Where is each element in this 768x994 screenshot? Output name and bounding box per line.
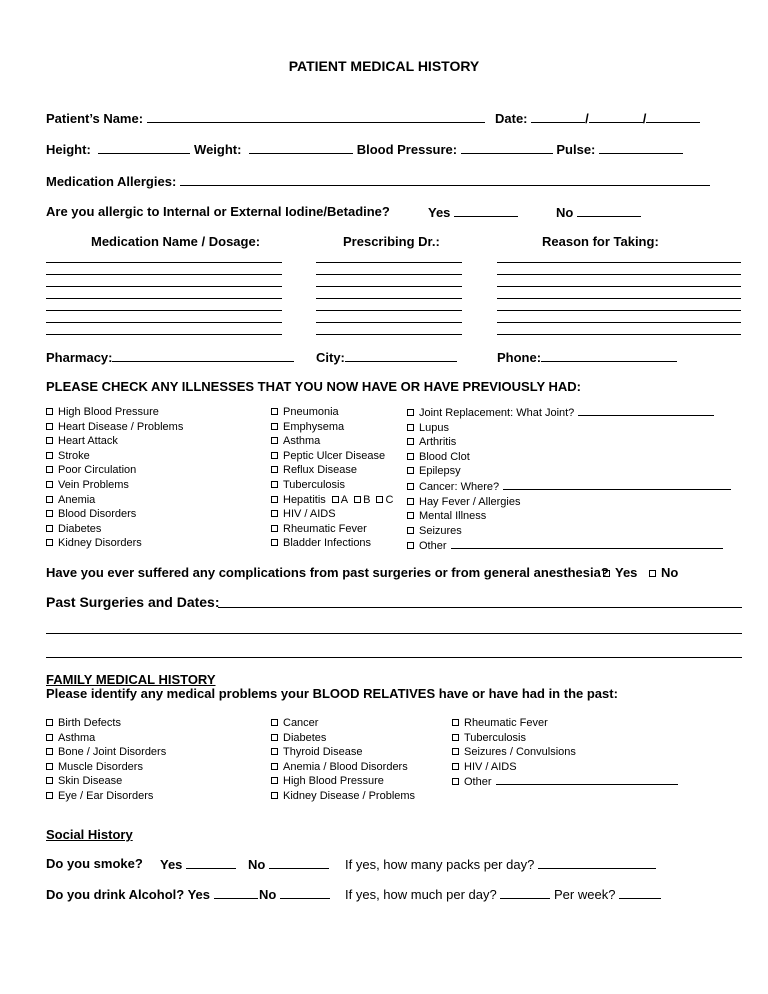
complications-no-option[interactable] [649, 565, 678, 580]
checklist-item-label: Seizures / Convulsions [464, 746, 576, 759]
checkbox[interactable] [271, 496, 278, 503]
checklist-item-label: Cancer [283, 717, 319, 729]
medication-line[interactable] [46, 286, 282, 287]
checklist-item-label: Poor Circulation [58, 464, 137, 477]
checkbox[interactable] [271, 510, 278, 517]
checkbox[interactable] [407, 438, 414, 445]
checklist-item-label: Diabetes [58, 522, 102, 535]
checkbox[interactable] [46, 539, 53, 546]
medication-line[interactable] [316, 322, 462, 323]
per-day-field[interactable] [500, 886, 550, 899]
patient-name-row [46, 110, 485, 126]
checklist-item-label: Emphysema [283, 420, 345, 433]
family-history-subheading: Please identify any medical problems your BLOOD RELATIVES have or have had in the past: [46, 686, 618, 701]
checkbox[interactable] [271, 763, 278, 770]
hepatitis-type-label: A [340, 493, 349, 506]
smoke-label: Do you smoke? [46, 856, 143, 871]
checklist-item[interactable] [407, 538, 731, 554]
family-history-heading: FAMILY MEDICAL HISTORY [46, 672, 216, 687]
checkbox[interactable] [407, 424, 414, 431]
checklist-item[interactable] [407, 495, 731, 510]
checklist-item[interactable] [452, 745, 678, 760]
phone-field[interactable] [541, 349, 677, 362]
checklist-item-label: Rheumatic Fever [464, 717, 548, 729]
height-label: Height: [46, 142, 91, 157]
iodine-no-row [556, 204, 641, 220]
checklist-item[interactable] [46, 463, 183, 478]
write-in-field[interactable] [451, 538, 723, 549]
checkbox[interactable] [354, 496, 361, 503]
checklist-item-label: Other [419, 540, 447, 553]
blood-pressure-field[interactable] [461, 141, 553, 154]
checkbox[interactable] [603, 570, 610, 577]
checklist-item-label: Peptic Ulcer Disease [283, 449, 386, 462]
checklist-item-label: Thyroid Disease [283, 746, 363, 759]
date-label: Date: [495, 111, 528, 126]
checklist-item[interactable] [271, 536, 393, 551]
checklist-item-label: Joint Replacement: What Joint? [419, 407, 575, 419]
checklist-item[interactable] [46, 536, 183, 551]
checklist-item-label: Other [464, 776, 492, 789]
checklist-item-label: Vein Problems [58, 478, 129, 491]
checkbox[interactable] [271, 525, 278, 532]
allergies-field[interactable] [180, 173, 710, 186]
date-row [495, 110, 700, 126]
past-surgeries-label: Past Surgeries and Dates: [46, 594, 220, 610]
checkbox[interactable] [271, 437, 278, 444]
medication-line[interactable] [497, 334, 741, 335]
medication-line[interactable] [316, 334, 462, 335]
date-separator: / [585, 111, 589, 126]
family-list-col2 [271, 716, 415, 804]
medication-line[interactable] [316, 286, 462, 287]
checklist-item[interactable] [271, 507, 393, 522]
checkbox[interactable] [46, 466, 53, 473]
checklist-item[interactable] [271, 716, 415, 731]
checklist-item-label: Anemia / Blood Disorders [283, 760, 408, 773]
blood-pressure-label: Blood Pressure: [356, 142, 458, 157]
checklist-item-label: Pneumonia [283, 406, 339, 418]
date-separator: / [642, 111, 647, 126]
per-week-field[interactable] [619, 886, 661, 899]
checklist-item[interactable] [407, 421, 731, 436]
checklist-item[interactable] [46, 478, 183, 493]
checklist-item-label: Blood Disorders [58, 508, 137, 521]
checklist-item[interactable] [407, 405, 731, 421]
checkbox[interactable] [271, 734, 278, 741]
checklist-item-label: Eye / Ear Disorders [58, 789, 154, 802]
medication-line[interactable] [46, 334, 282, 335]
reason-header: Reason for Taking: [542, 234, 659, 249]
medication-line[interactable] [497, 298, 741, 299]
checklist-item[interactable] [271, 789, 415, 804]
pharmacy-label: Pharmacy: [46, 350, 113, 365]
iodine-yes-label: Yes [428, 205, 451, 220]
checkbox[interactable] [271, 481, 278, 488]
checkbox[interactable] [271, 777, 278, 784]
checklist-item-label: Kidney Disorders [58, 537, 142, 550]
checklist-item[interactable] [271, 760, 415, 775]
checklist-item-label: Diabetes [283, 731, 327, 744]
checklist-item-label: Asthma [58, 731, 96, 744]
checklist-item-label: Heart Disease / Problems [58, 420, 184, 433]
checkbox[interactable] [271, 792, 278, 799]
checklist-item-label: Mental Illness [419, 510, 487, 523]
checkbox[interactable] [46, 777, 53, 784]
checklist-item[interactable] [271, 434, 393, 449]
checklist-item-label: High Blood Pressure [58, 406, 159, 418]
checklist-item-label: Bone / Joint Disorders [58, 746, 167, 759]
iodine-question: Are you allergic to Internal or External Iodine/Betadine? [46, 204, 390, 219]
checklist-item[interactable] [271, 493, 393, 508]
complications-no-label: No [661, 565, 679, 580]
complications-yes-label: Yes [615, 565, 638, 580]
checkbox[interactable] [332, 496, 339, 503]
checklist-item-label: Skin Disease [58, 775, 123, 788]
checklist-item-label: Birth Defects [58, 717, 121, 729]
checklist-item-label: Kidney Disease / Problems [283, 789, 416, 802]
medication-line[interactable] [46, 262, 282, 263]
checklist-item-label: Hay Fever / Allergies [419, 495, 521, 508]
medication-line[interactable] [316, 310, 462, 311]
checkbox[interactable] [271, 748, 278, 755]
checklist-item[interactable] [46, 745, 166, 760]
checkbox[interactable] [46, 481, 53, 488]
hepatitis-type-label: B [363, 493, 371, 506]
vitals-row [46, 141, 683, 157]
iodine-no-label: No [556, 205, 574, 220]
drink-row [46, 886, 258, 902]
checkbox[interactable] [407, 512, 414, 519]
checkbox[interactable] [452, 763, 459, 770]
drink-no-field[interactable] [280, 886, 330, 899]
checklist-item[interactable] [46, 522, 183, 537]
checklist-item[interactable] [46, 405, 183, 420]
checklist-item[interactable] [271, 420, 393, 435]
pharmacy-field[interactable] [112, 349, 294, 362]
iodine-yes-row [428, 204, 518, 220]
checkbox[interactable] [46, 452, 53, 459]
checkbox[interactable] [407, 527, 414, 534]
checkbox[interactable] [407, 498, 414, 505]
checklist-item[interactable] [452, 774, 678, 790]
checklist-item[interactable] [46, 774, 166, 789]
checklist-item-label: Reflux Disease [283, 464, 357, 477]
smoke-yes-label: Yes [160, 857, 183, 872]
medication-line[interactable] [497, 286, 741, 287]
illness-list-col3 [407, 405, 731, 554]
checkbox[interactable] [46, 437, 53, 444]
drink-label: Do you drink Alcohol? [46, 887, 185, 902]
complications-yes-option[interactable] [603, 565, 637, 580]
medication-line[interactable] [46, 274, 282, 275]
checklist-item[interactable] [46, 434, 183, 449]
checklist-item-label: Blood Clot [419, 450, 470, 463]
checklist-item-label: Heart Attack [58, 435, 118, 448]
weight-field[interactable] [249, 141, 353, 154]
checkbox[interactable] [452, 734, 459, 741]
checklist-item[interactable] [271, 774, 415, 789]
medication-line[interactable] [497, 322, 741, 323]
hepatitis-type-label: C [385, 493, 394, 506]
checklist-item[interactable] [271, 522, 393, 537]
smoke-no-label: No [248, 857, 266, 872]
checklist-item[interactable] [407, 435, 731, 450]
checklist-item[interactable] [271, 449, 393, 464]
checkbox[interactable] [46, 510, 53, 517]
checkbox[interactable] [271, 408, 278, 415]
phone-row [497, 349, 677, 365]
weight-label: Weight: [194, 142, 242, 157]
medication-name-header: Medication Name / Dosage: [91, 234, 261, 249]
alcohol-amount-row [345, 886, 661, 902]
checkbox[interactable] [407, 409, 414, 416]
pharmacy-row [46, 349, 294, 365]
smoke-yes-field[interactable] [186, 856, 236, 869]
checkbox[interactable] [46, 748, 53, 755]
write-in-field[interactable] [503, 479, 731, 490]
checklist-item[interactable] [46, 716, 166, 731]
checklist-item[interactable] [46, 789, 166, 804]
medication-line[interactable] [46, 310, 282, 311]
checklist-item-label: Asthma [283, 435, 321, 448]
checkbox[interactable] [271, 719, 278, 726]
social-history-heading: Social History [46, 827, 133, 842]
checklist-item[interactable] [407, 524, 731, 539]
checklist-item-label: HIV / AIDS [464, 760, 517, 773]
checklist-item-label: Tuberculosis [464, 731, 526, 744]
medication-line[interactable] [316, 262, 462, 263]
checkbox[interactable] [271, 452, 278, 459]
medication-line[interactable] [46, 298, 282, 299]
checkbox[interactable] [452, 748, 459, 755]
checklist-item-label: Bladder Infections [283, 537, 372, 550]
checklist-item-label: Tuberculosis [283, 478, 345, 491]
checkbox[interactable] [407, 483, 414, 490]
checklist-item[interactable] [46, 731, 166, 746]
past-surgeries-field[interactable] [218, 607, 742, 608]
allergies-label: Medication Allergies: [46, 174, 177, 189]
medication-line[interactable] [497, 310, 741, 311]
checklist-item[interactable] [46, 493, 183, 508]
checklist-item[interactable] [271, 478, 393, 493]
checklist-item-label: Muscle Disorders [58, 760, 143, 773]
checklist-item-label: Rheumatic Fever [283, 522, 367, 535]
packs-label: If yes, how many packs per day? [345, 857, 535, 872]
city-field[interactable] [345, 349, 457, 362]
checkbox[interactable] [46, 719, 53, 726]
packs-field[interactable] [538, 856, 656, 869]
packs-row [345, 856, 656, 872]
phone-label: Phone: [497, 350, 542, 365]
checklist-item-label: Arthritis [419, 436, 457, 449]
checklist-item-label: HIV / AIDS [283, 508, 336, 521]
write-in-field[interactable] [496, 774, 678, 785]
checkbox[interactable] [376, 496, 383, 503]
city-label: City: [316, 350, 345, 365]
smoke-no-row [248, 856, 329, 872]
smoke-yes-row [160, 856, 236, 872]
checkbox[interactable] [46, 423, 53, 430]
checklist-item-label: Hepatitis [283, 493, 326, 506]
complications-question: Have you ever suffered any complications from past surgeries or from general anesthesia? [46, 565, 609, 580]
checklist-item[interactable] [46, 507, 183, 522]
medication-line[interactable] [46, 322, 282, 323]
checkbox[interactable] [271, 466, 278, 473]
checkbox[interactable] [452, 778, 459, 785]
checklist-item-label: Cancer: Where? [419, 480, 500, 493]
height-field[interactable] [98, 141, 190, 154]
drink-yes-field[interactable] [214, 886, 258, 899]
checklist-item-label: Lupus [419, 421, 449, 434]
city-row [316, 349, 457, 365]
how-much-label: If yes, how much per day? [345, 887, 497, 902]
checklist-item[interactable] [46, 449, 183, 464]
checkbox[interactable] [46, 763, 53, 770]
checklist-item[interactable] [407, 450, 731, 465]
checkbox[interactable] [407, 467, 414, 474]
checkbox[interactable] [649, 570, 656, 577]
checklist-item[interactable] [452, 716, 678, 731]
drink-yes-label: Yes [187, 887, 210, 902]
checkbox[interactable] [46, 792, 53, 799]
illness-list-col2 [271, 405, 393, 551]
checkbox[interactable] [46, 496, 53, 503]
checkbox[interactable] [46, 408, 53, 415]
checklist-item[interactable] [407, 464, 731, 479]
allergies-row [46, 173, 710, 189]
checkbox[interactable] [271, 539, 278, 546]
per-week-label: Per week? [554, 887, 616, 902]
checklist-item[interactable] [452, 731, 678, 746]
medication-line[interactable] [316, 274, 462, 275]
checklist-item[interactable] [407, 509, 731, 524]
prescribing-dr-header: Prescribing Dr.: [343, 234, 440, 249]
drink-no-row [259, 886, 330, 902]
page-title: PATIENT MEDICAL HISTORY [288, 58, 480, 74]
checklist-item[interactable] [46, 420, 183, 435]
checklist-item[interactable] [46, 760, 166, 775]
illness-list-col1 [46, 405, 183, 551]
checkbox[interactable] [452, 719, 459, 726]
checkbox[interactable] [46, 734, 53, 741]
iodine-yes-field[interactable] [454, 204, 518, 217]
drink-no-label: No [259, 887, 277, 902]
past-surgeries-field-3[interactable] [46, 657, 742, 658]
checklist-item-label: Seizures [419, 524, 462, 537]
pulse-label: Pulse: [556, 142, 596, 157]
smoke-no-field[interactable] [269, 856, 329, 869]
checklist-item[interactable] [271, 405, 393, 420]
date-month-field[interactable] [531, 110, 585, 123]
family-list-col3 [452, 716, 678, 790]
checkbox[interactable] [271, 423, 278, 430]
date-day-field[interactable] [589, 110, 643, 123]
write-in-field[interactable] [578, 405, 714, 416]
checkbox[interactable] [407, 542, 414, 549]
illnesses-heading: PLEASE CHECK ANY ILLNESSES THAT YOU NOW HAVE OR HAVE PREVIOUSLY HAD: [46, 379, 581, 394]
checklist-item-label: Epilepsy [419, 465, 461, 478]
checklist-item-label: High Blood Pressure [283, 775, 384, 788]
pulse-field[interactable] [599, 141, 683, 154]
medication-line[interactable] [497, 274, 741, 275]
iodine-no-field[interactable] [577, 204, 641, 217]
checklist-item[interactable] [271, 745, 415, 760]
checklist-item-label: Stroke [58, 449, 90, 462]
medication-line[interactable] [316, 298, 462, 299]
checklist-item[interactable] [407, 479, 731, 495]
checklist-item[interactable] [271, 731, 415, 746]
checklist-item[interactable] [452, 760, 678, 775]
checklist-item[interactable] [271, 463, 393, 478]
past-surgeries-field-2[interactable] [46, 633, 742, 634]
checkbox[interactable] [46, 525, 53, 532]
checkbox[interactable] [407, 453, 414, 460]
medication-line[interactable] [497, 262, 741, 263]
patient-name-field[interactable] [147, 110, 485, 123]
date-year-field[interactable] [646, 110, 700, 123]
checklist-item-label: Anemia [58, 493, 96, 506]
patient-name-label: Patient’s Name: [46, 111, 144, 126]
family-list-col1 [46, 716, 166, 804]
